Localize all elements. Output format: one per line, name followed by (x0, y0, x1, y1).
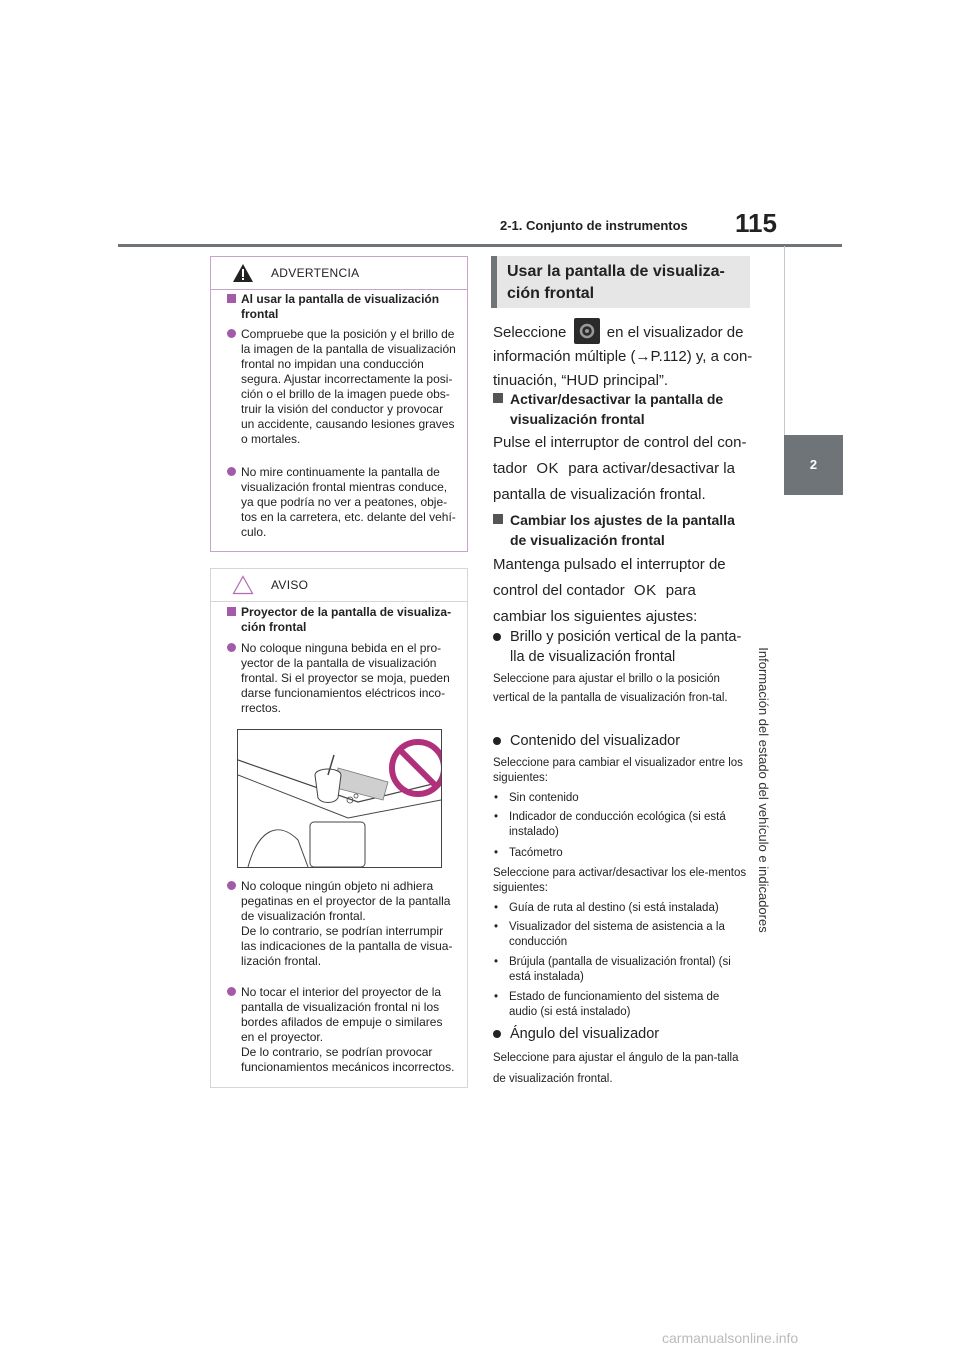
warning-header (211, 257, 467, 290)
settings-paragraph: Mantenga pulsado el interruptor de control del contador OK para cambiar los siguientes ajustes: (493, 556, 726, 625)
intro-paragraph: Seleccione en el visualizador de información múltiple (→P.112) y, a con-tinuación, “HUD principal”. (493, 318, 753, 393)
list-item: • Sin contenido (494, 792, 579, 804)
settings-gear-icon (574, 318, 600, 344)
list-item: • Estado de funcionamiento del sistema de audio (si está instalado) (494, 991, 720, 1018)
warning-item: No mire continuamente la pantalla de visualización frontal mientras conduce, ya que podría no ver a peatones, obje- tos en la carretera, etc. delante del vehí- culo. (227, 465, 463, 540)
toggle-paragraph: Pulse el interruptor de control del con-tador OK para activar/desactivar la pantalla de visualización frontal. (493, 434, 747, 503)
round-bullet-icon (227, 643, 236, 652)
round-bullet-icon (227, 467, 236, 476)
square-bullet-icon (227, 294, 236, 303)
header-rule (118, 244, 842, 247)
round-bullet-icon (227, 987, 236, 996)
list-item: • Tacómetro (494, 847, 563, 859)
warning-box (210, 256, 468, 552)
round-bullet-icon (227, 329, 236, 338)
round-bullet-icon (493, 633, 501, 641)
notice-item: No tocar el interior del proyector de la pantalla de visualización frontal ni los bordes afilados de empuje o similares en el proyector. De lo contrario, se podrían provocar funcionamientos mecánicos incorrectos. (227, 985, 463, 1075)
tab-rule (784, 246, 785, 436)
warning-title: Al usar la pantalla de visualización frontal (227, 292, 461, 322)
list-item: • Indicador de conducción ecológica (si está instalado) (494, 811, 726, 838)
angle-description: Seleccione para ajustar el ángulo de la pan-talla de visualización frontal. (493, 1052, 739, 1085)
round-bullet-icon (493, 737, 501, 745)
list-item: • Visualizador del sistema de asistencia a la conducción (494, 921, 725, 948)
notice-item: No coloque ningún objeto ni adhiera pegatinas en el proyector de la pantalla de visualización frontal. De lo contrario, se podrían interrumpir las indicaciones de la pantalla de visua- lización frontal. (227, 879, 463, 969)
projector-illustration (237, 729, 442, 868)
chapter-title-vertical: Información del estado del vehículo e indicadores (756, 647, 771, 933)
square-bullet-icon (493, 514, 503, 524)
notice-triangle-icon (232, 575, 254, 595)
section-heading: Usar la pantalla de visualiza-ción frontal (491, 256, 750, 308)
content-description-2: Seleccione para activar/desactivar los ele-mentos siguientes: (493, 867, 747, 894)
ok-button-icon: OK (536, 460, 560, 477)
round-bullet-icon (493, 1030, 501, 1038)
square-bullet-icon (493, 393, 503, 403)
list-item: • Brújula (pantalla de visualización frontal) (si está instalada) (494, 956, 731, 983)
warning-item: Compruebe que la posición y el brillo de la imagen de la pantalla de visualización frontal no impidan una conducción segura. Ajustar incorrectamente la posi- ción o el brillo de la imagen puede obs- truir la visión del conductor y provocar un accidente, causando lesiones graves o mortales. (227, 327, 463, 447)
square-bullet-icon (227, 607, 236, 616)
round-bullet-icon (227, 881, 236, 890)
notice-item: No coloque ninguna bebida en el pro- yector de la pantalla de visualización frontal. Si el proyector se moja, pueden darse funcionamientos eléctricos inco- rrectos. (227, 641, 463, 716)
watermark: carmanualsonline.info (662, 1330, 799, 1346)
brightness-description: Seleccione para ajustar el brillo o la posición vertical de la pantalla de visualización fron-tal. (493, 673, 728, 704)
chapter-tab: 2 (784, 435, 843, 495)
ok-button-icon: OK (633, 582, 657, 599)
warning-label: ADVERTENCIA (271, 266, 360, 280)
setting-content: Contenido del visualizador (493, 731, 755, 751)
notice-header (211, 569, 467, 602)
section-title: 2-1. Conjunto de instrumentos (500, 218, 688, 233)
content-description: Seleccione para cambiar el visualizador entre los siguientes: (493, 757, 743, 784)
setting-brightness: Brillo y posición vertical de la panta-lla de visualización frontal (493, 627, 755, 667)
setting-angle: Ángulo del visualizador (493, 1024, 755, 1044)
page-number: 115 (735, 208, 777, 238)
warning-triangle-icon (232, 263, 254, 283)
no-drink-on-projector-image (238, 730, 441, 867)
list-item: • Guía de ruta al destino (si está instalada) (494, 902, 719, 914)
subsection-title-toggle: Activar/desactivar la pantalla de visualización frontal (493, 389, 755, 429)
subsection-title-settings: Cambiar los ajustes de la pantalla de visualización frontal (493, 510, 755, 550)
notice-title: Proyector de la pantalla de visualiza-ción frontal (227, 605, 461, 635)
notice-label: AVISO (271, 578, 309, 592)
